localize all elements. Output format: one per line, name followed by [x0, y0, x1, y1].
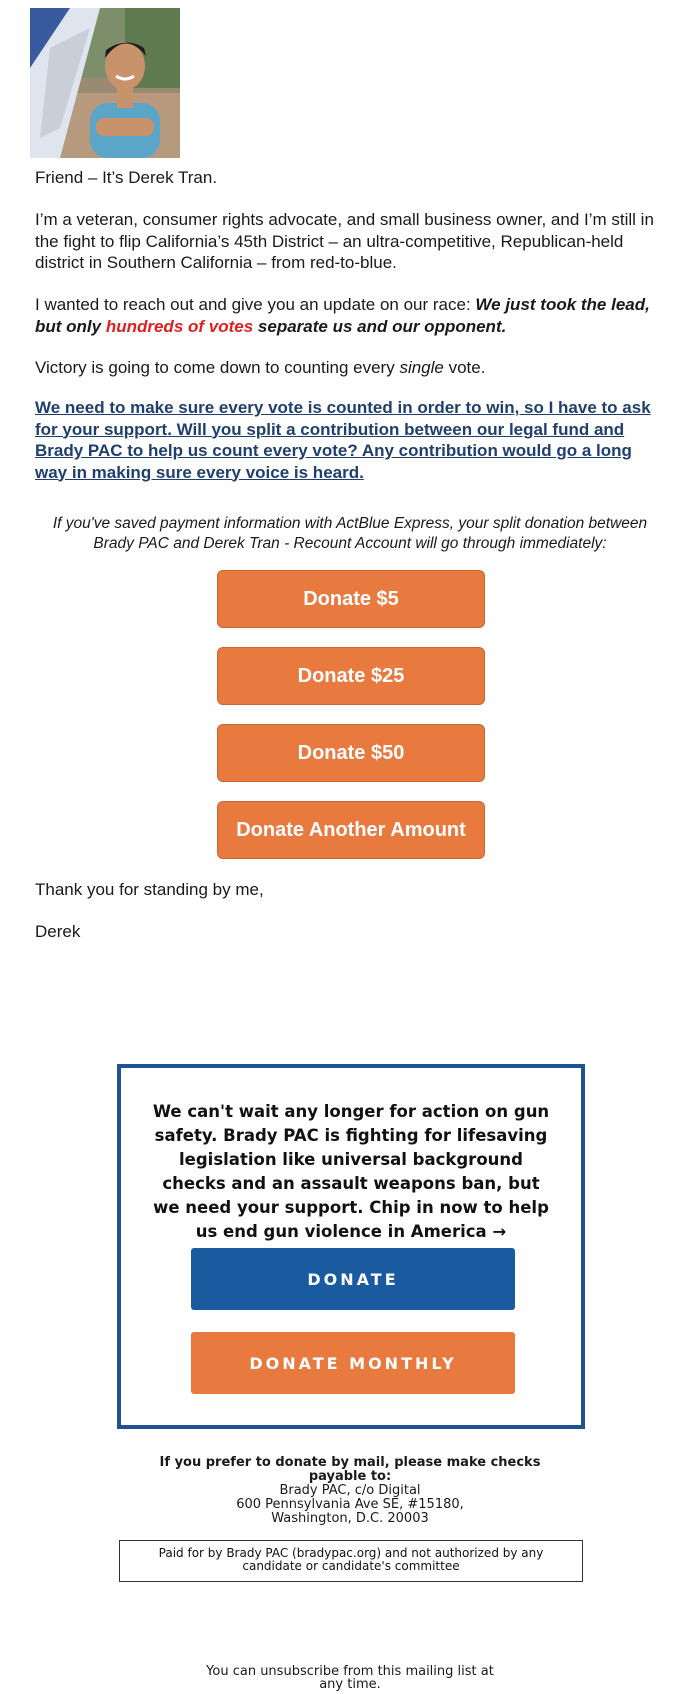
candidate-photo [30, 8, 180, 158]
unsubscribe-note[interactable]: You can unsubscribe from this mailing list at any time. [206, 1664, 494, 1692]
paragraph-update [35, 294, 665, 337]
update-highlight: hundreds of votes [105, 316, 254, 336]
paragraph-intro: I’m a veteran, consumer rights advocate, and small business owner, and I’m still in the fight to flip California’s 45th District – an ultra-competitive, Republican-held district in Southern California – from red-to-blue. [35, 210, 654, 272]
brady-donate-button[interactable]: DONATE [191, 1248, 515, 1310]
donate-50-button[interactable]: Donate $50 [217, 724, 485, 782]
donate-25-button[interactable]: Donate $25 [217, 647, 485, 705]
donation-ask-link[interactable]: We need to make sure every vote is counted in order to win, so I have to ask for your support. Will you split a contribution between our legal fund and Brady PAC to help us count every vote? Any contribution would go a long way in making sure every voice is heard. [35, 398, 651, 482]
mail-line-2: 600 Pennsylvania Ave SE, #15180, [236, 1497, 464, 1512]
greeting: Friend – It’s Derek Tran. [35, 168, 218, 187]
update-bold-1: We just took the lead, but only [35, 295, 650, 336]
donate-other-amount-button[interactable]: Donate Another Amount [217, 801, 485, 859]
victory-post: vote. [443, 358, 486, 377]
signoff-thanks: Thank you for standing by me, [35, 880, 264, 899]
brady-pac-message: We can't wait any longer for action on gun safety. Brady PAC is fighting for lifesaving legislation like universal background checks and an assault weapons ban, but we need your support. Chip in now to help us end gun violence in America → [152, 1102, 550, 1241]
donate-5-button[interactable]: Donate $5 [217, 570, 485, 628]
victory-italic: single [399, 358, 444, 377]
update-lead: I wanted to reach out and give you an update on our race: [35, 295, 476, 314]
brady-donate-monthly-button[interactable]: DONATE MONTHLY [191, 1332, 515, 1394]
mail-line-1: Brady PAC, c/o Digital [279, 1483, 421, 1498]
mail-line-3: Washington, D.C. 20003 [271, 1511, 429, 1526]
actblue-express-note: If you've saved payment information with ActBlue Express, your split donation between Brady PAC and Derek Tran - Recount Account will go through immediately: [52, 515, 648, 552]
mail-donation-info [150, 1456, 550, 1526]
signoff-name: Derek [35, 922, 81, 941]
paid-for-disclaimer: Paid for by Brady PAC (bradypac.org) and not authorized by any candidate or candidate's committee [119, 1540, 583, 1582]
brady-pac-box [117, 1064, 585, 1429]
victory-pre: Victory is going to come down to counting every [35, 358, 400, 377]
update-bold-2: separate us and our opponent. [253, 316, 507, 336]
candidate-photo-image [30, 8, 180, 158]
mail-lead: If you prefer to donate by mail, please make checks payable to: [159, 1455, 541, 1484]
paragraph-victory [35, 357, 665, 379]
